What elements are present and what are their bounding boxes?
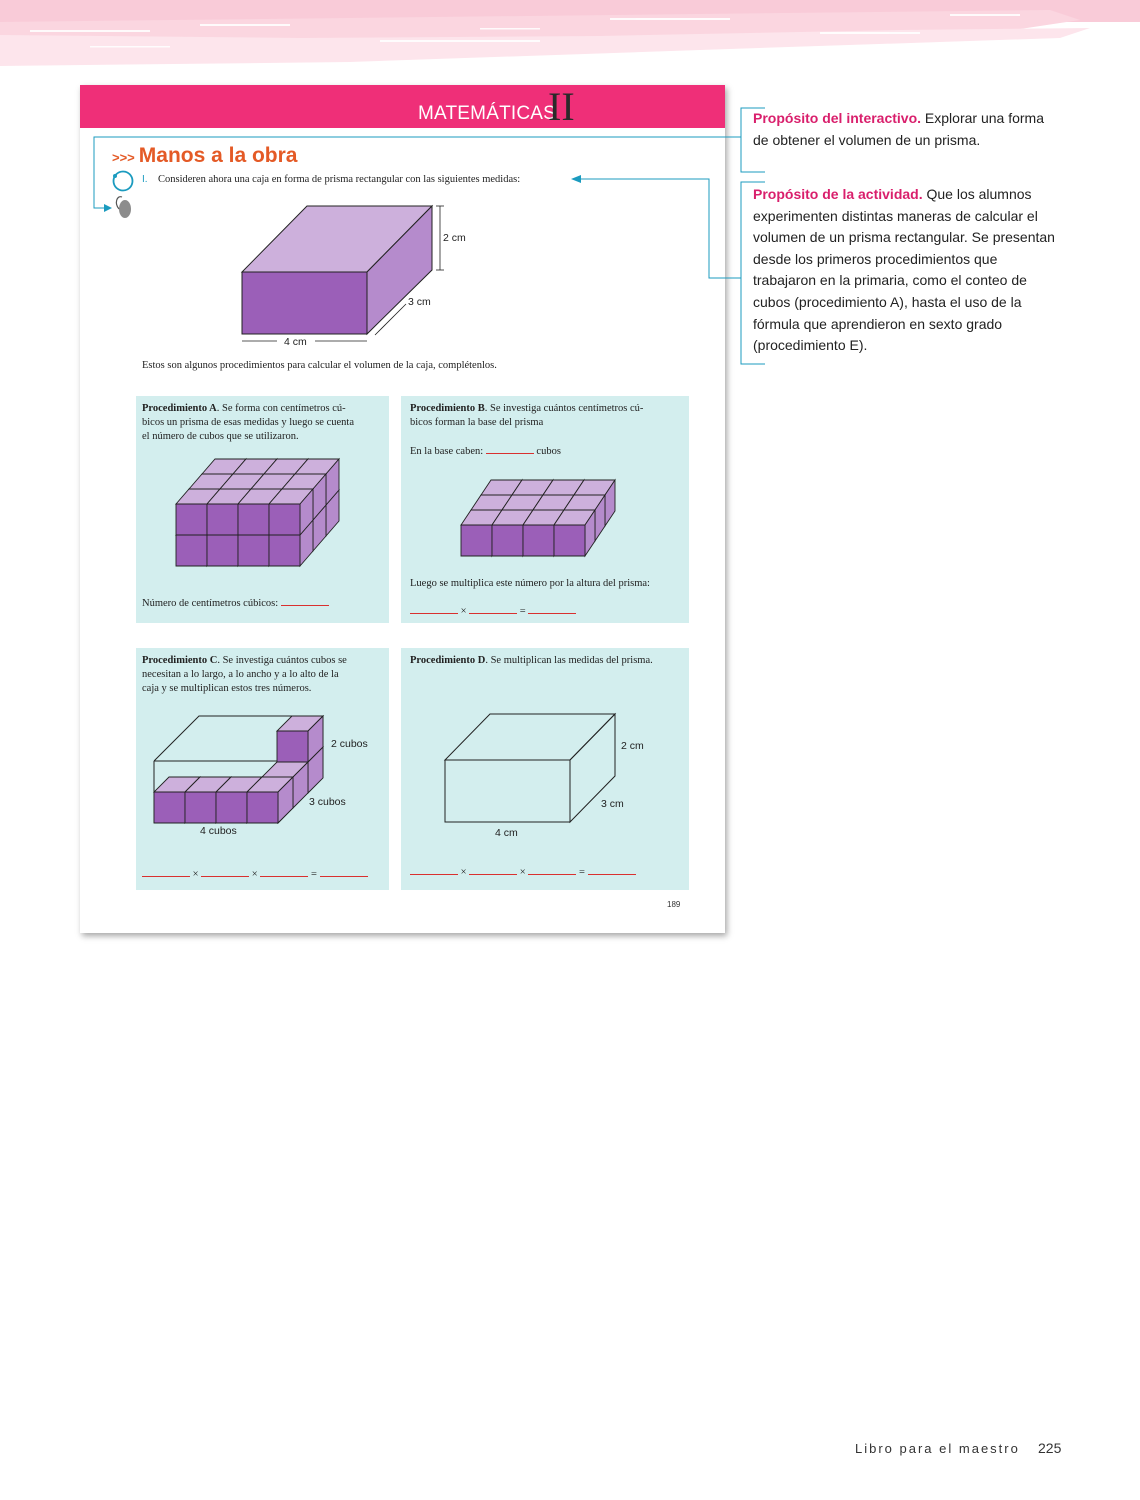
- note-activity-line1: Que los alumnos: [922, 186, 1032, 202]
- times-sign: ×: [460, 867, 467, 878]
- blank-d-2[interactable]: [469, 865, 517, 875]
- header-roman-numeral: II: [548, 84, 575, 129]
- note-activity-line5: trabajaron en la primaria, como el conteo de: [753, 272, 1027, 289]
- cube-front: [216, 792, 247, 823]
- student-page-number: 189: [667, 900, 681, 909]
- footer-book-title: Libro para el maestro: [855, 1441, 1020, 1456]
- procedure-b-base-prompt: En la base caben:: [410, 446, 484, 457]
- procedure-a-line2: bicos un prisma de esas medidas y luego se cuenta: [142, 417, 354, 428]
- blank-d-4[interactable]: [588, 865, 636, 875]
- procedure-a-title: Procedimiento A: [142, 403, 217, 414]
- cube-front: [176, 535, 207, 566]
- main-width-label: 4 cm: [284, 336, 307, 348]
- equals-sign: =: [310, 869, 317, 880]
- procedure-a-answer-prompt: Número de centímetros cúbicos:: [142, 598, 279, 609]
- student-page: [80, 85, 725, 933]
- cubes-figure-c: [136, 708, 389, 838]
- cube-front: [554, 525, 585, 556]
- procedure-a-line3: el número de cubos que se utilizaron.: [142, 431, 299, 442]
- note-activity-line3: volumen de un prisma rectangular. Se presentan: [753, 229, 1055, 246]
- main-depth-label: 3 cm: [408, 296, 431, 308]
- procedure-a-box: [136, 396, 389, 623]
- blank-d-1[interactable]: [410, 865, 458, 875]
- procedure-a-line1: . Se forma con centímetros cú-: [216, 403, 346, 414]
- blank-b-2[interactable]: [469, 604, 517, 614]
- label-4-cubos: 4 cubos: [200, 825, 237, 837]
- note-activity-title: Propósito de la actividad.: [753, 186, 923, 202]
- blank-d-3[interactable]: [528, 865, 576, 875]
- cube-front: [523, 525, 554, 556]
- cube-front: [461, 525, 492, 556]
- equals-sign: =: [519, 606, 526, 617]
- cube-front: [185, 792, 216, 823]
- top-brush-decoration: [0, 0, 1140, 70]
- main-height-label: 2 cm: [443, 232, 466, 244]
- label-2-cm: 2 cm: [621, 740, 644, 752]
- procedure-b-multiply-text: Luego se multiplica este número por la altura del prisma:: [410, 578, 650, 589]
- procedure-b-line2: bicos forman la base del prisma: [410, 417, 544, 428]
- blank-b-1[interactable]: [410, 604, 458, 614]
- section-title: [112, 144, 298, 168]
- cube-front: [269, 504, 300, 535]
- section-marker: >>>: [112, 150, 135, 165]
- note-interactive-line2: de obtener el volumen de un prisma.: [753, 131, 981, 148]
- cube-front: [492, 525, 523, 556]
- procedure-c-line1: . Se investiga cuántos cubos se: [217, 655, 347, 666]
- times-sign: ×: [460, 606, 467, 617]
- times-sign: ×: [519, 867, 526, 878]
- question-text: Consideren ahora una caja en forma de prisma rectangular con las siguientes medidas:: [158, 174, 521, 185]
- procedure-c-line2: necesitan a lo largo, a lo ancho y a lo alto de la: [142, 669, 339, 680]
- interactive-disc-icon: [114, 172, 133, 191]
- blank-c-3[interactable]: [260, 867, 308, 877]
- mouse-icon: [116, 197, 131, 218]
- note-activity-purpose: [753, 184, 1063, 357]
- note-interactive-title: Propósito del interactivo.: [753, 110, 922, 126]
- interactive-icons: [110, 169, 140, 221]
- note-interactive-line1: Explorar una forma: [921, 110, 1044, 126]
- procedure-d-line1: . Se multiplican las medidas del prisma.: [485, 655, 653, 666]
- label-3-cm: 3 cm: [601, 798, 624, 810]
- note-activity-line2: experimenten distintas maneras de calcular el: [753, 207, 1038, 224]
- procedure-c-title: Procedimiento C: [142, 655, 218, 666]
- prism-front-face: [242, 272, 367, 334]
- label-4-cm: 4 cm: [495, 827, 518, 839]
- base-count-blank[interactable]: [486, 444, 534, 454]
- note-activity-line7: fórmula que aprendieron en sexto grado: [753, 315, 1003, 332]
- blank-c-2[interactable]: [201, 867, 249, 877]
- blank-c-4[interactable]: [320, 867, 368, 877]
- section-title-text: Manos a la obra: [138, 144, 298, 167]
- answer-blank-a[interactable]: [281, 596, 329, 606]
- cubes-figure-b: [459, 476, 639, 561]
- cube-front: [207, 535, 238, 566]
- blank-b-3[interactable]: [528, 604, 576, 614]
- intro-text: Estos son algunos procedimientos para calcular el volumen de la caja, complétenlos.: [142, 360, 497, 371]
- blank-c-1[interactable]: [142, 867, 190, 877]
- label-2-cubos: 2 cubos: [331, 738, 368, 750]
- label-3-cubos: 3 cubos: [309, 796, 346, 808]
- cube-front: [277, 731, 308, 762]
- times-sign: ×: [192, 869, 199, 880]
- procedure-b-base-unit: cubos: [536, 446, 561, 457]
- procedure-c-line3: caja y se multiplican estos tres números.: [142, 683, 312, 694]
- equals-sign: =: [578, 867, 585, 878]
- procedure-d-title: Procedimiento D: [410, 655, 486, 666]
- procedure-c-box: [136, 648, 389, 890]
- procedure-d-box: [401, 648, 689, 890]
- cube-front: [238, 504, 269, 535]
- cube-front: [176, 504, 207, 535]
- note-interactive-purpose: [753, 108, 1063, 151]
- procedure-b-title: Procedimiento B: [410, 403, 485, 414]
- main-prism-figure: [230, 200, 490, 350]
- header-band: [80, 85, 725, 128]
- cubes-figure-a: [174, 456, 354, 571]
- cube-front: [154, 792, 185, 823]
- note-activity-line8: (procedimiento E).: [753, 337, 868, 354]
- cube-front: [207, 504, 238, 535]
- note-activity-line6: cubos (procedimiento A), hasta el uso de la: [753, 293, 1022, 310]
- cube-front: [238, 535, 269, 566]
- footer-page-number: 225: [1038, 1440, 1062, 1456]
- times-sign: ×: [251, 869, 258, 880]
- cube-front: [247, 792, 278, 823]
- procedure-b-box: [401, 396, 689, 623]
- note-activity-line4: desde los primeros procedimientos que: [753, 250, 998, 267]
- cube-front: [269, 535, 300, 566]
- prism-outline-d: [441, 708, 671, 838]
- procedure-b-line1: . Se investiga cuántos centímetros cú-: [484, 403, 644, 414]
- header-title: MATEMÁTICAS: [418, 103, 557, 124]
- question-number: I.: [142, 174, 148, 185]
